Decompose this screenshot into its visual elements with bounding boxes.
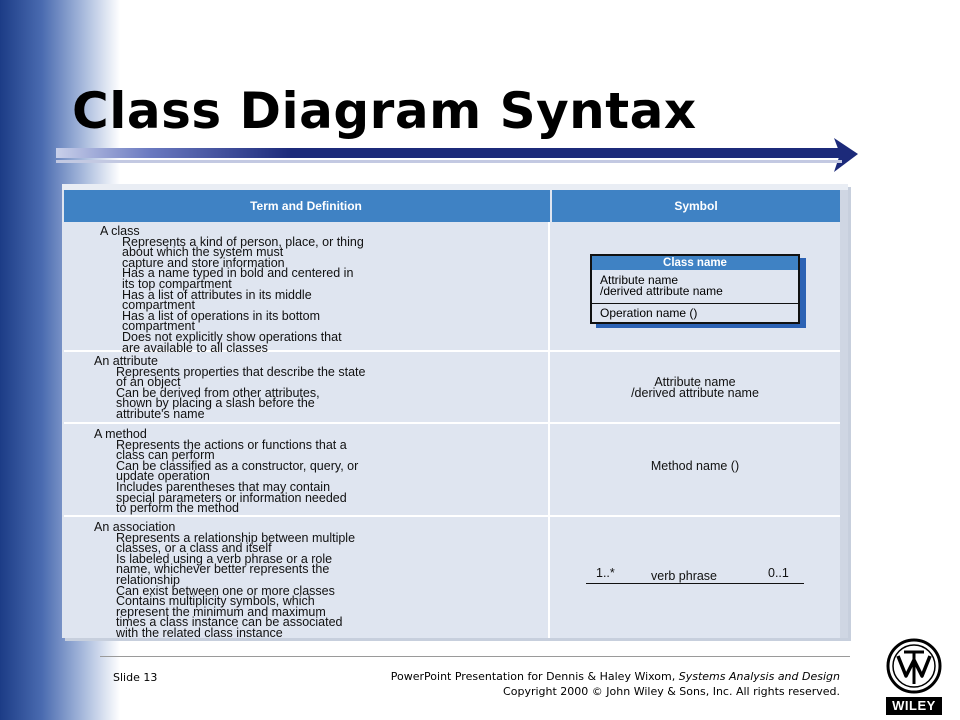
class-attribute-line: Attribute name (600, 273, 679, 287)
footer-credits (391, 669, 840, 699)
class-attribute-line: /derived attribute name (600, 284, 723, 298)
term-label: An association (94, 520, 176, 534)
row-divider (64, 515, 840, 517)
definition-line: Has a list of attributes in its middle (122, 287, 312, 302)
footer-book-title: Systems Analysis and Design (678, 670, 840, 683)
table-right-edge (840, 190, 848, 638)
definition-line: Has a list of operations in its bottom (122, 308, 321, 323)
term-label: An attribute (94, 354, 158, 368)
definition-line: Represents properties that describe the state (116, 364, 366, 379)
definition-line: compartment (122, 298, 195, 313)
definition-line: update operation (116, 469, 210, 484)
definition-line: Does not explicitly show operations that (122, 329, 342, 344)
definition-line: about which the system must (122, 245, 284, 260)
definition-line: compartment (122, 319, 195, 334)
class-operations-compartment: Operation name () (600, 306, 698, 320)
header-symbol: Symbol (550, 190, 840, 222)
class-symbol-box (590, 254, 800, 324)
definition-line: its top compartment (122, 276, 232, 291)
term-label: A class (100, 224, 140, 238)
slide-title: Class Diagram Syntax (72, 82, 697, 140)
row-method-definition (94, 429, 534, 514)
attribute-symbol (550, 377, 840, 399)
definition-line: Represents a relationship between multiple (116, 530, 356, 545)
definition-line: are available to all classes (122, 340, 268, 355)
definition-line: Is labeled using a verb phrase or a role (116, 551, 333, 566)
row-class-definition (100, 226, 540, 353)
definition-line: Includes parentheses that may contain (116, 479, 331, 494)
title-underline-arrow-icon (56, 138, 860, 174)
definition-line: Can be derived from other attributes, (116, 385, 320, 400)
association-left-multiplicity: 1..* (596, 566, 615, 580)
definition-line: of an object (116, 375, 181, 390)
definition-line: represent the minimum and maximum (116, 604, 326, 619)
attribute-symbol-line: Attribute name (654, 375, 736, 389)
definition-line: Can exist between one or more classes (116, 583, 335, 598)
row-attribute-definition (94, 356, 534, 420)
header-term-definition: Term and Definition (250, 199, 362, 213)
slide-number: Slide 13 (113, 671, 158, 684)
definition-line: attribute's name (116, 406, 205, 421)
association-right-multiplicity: 0..1 (768, 566, 789, 580)
wiley-logo-wordmark: WILEY (886, 697, 942, 715)
class-attributes-compartment (592, 270, 798, 304)
definition-line: Represents a kind of person, place, or thing (122, 234, 364, 249)
definition-line: Contains multiplicity symbols, which (116, 594, 315, 609)
class-name-compartment: Class name (592, 256, 798, 270)
wiley-logo-emblem-icon (884, 636, 944, 696)
association-line (586, 583, 804, 584)
definition-line: name, whichever better represents the (116, 562, 330, 577)
definition-line: to perform the method (116, 501, 239, 516)
definition-line: Has a name typed in bold and centered in (122, 266, 354, 281)
definition-line: capture and store information (122, 255, 285, 270)
definition-line: special parameters or information needed (116, 490, 347, 505)
definition-line: classes, or a class and itself (116, 541, 272, 556)
class-syntax-table (62, 184, 848, 638)
row-divider (64, 422, 840, 424)
definition-line: relationship (116, 572, 180, 587)
table-header (64, 190, 840, 222)
term-label: A method (94, 427, 147, 441)
row-association-definition (94, 522, 534, 638)
definition-line: times a class instance can be associated (116, 615, 343, 630)
attribute-symbol-line: /derived attribute name (631, 386, 759, 400)
association-verb-phrase: verb phrase (651, 569, 718, 583)
column-divider (548, 222, 550, 638)
definition-line: Represents the actions or functions that a (116, 437, 347, 452)
definition-line: class can perform (116, 448, 215, 463)
footer-line-2: Copyright 2000 © John Wiley & Sons, Inc. All rights reserved. (503, 685, 840, 698)
method-symbol: Method name () (650, 459, 740, 473)
footer-divider (100, 656, 850, 657)
definition-line: Can be classified as a constructor, query, or (116, 458, 359, 473)
definition-line: shown by placing a slash before the (116, 396, 315, 411)
footer-line-1-prefix: PowerPoint Presentation for Dennis & Haley Wixom, (390, 670, 679, 683)
definition-line: with the related class instance (116, 625, 283, 638)
footer-line-1 (391, 669, 840, 684)
